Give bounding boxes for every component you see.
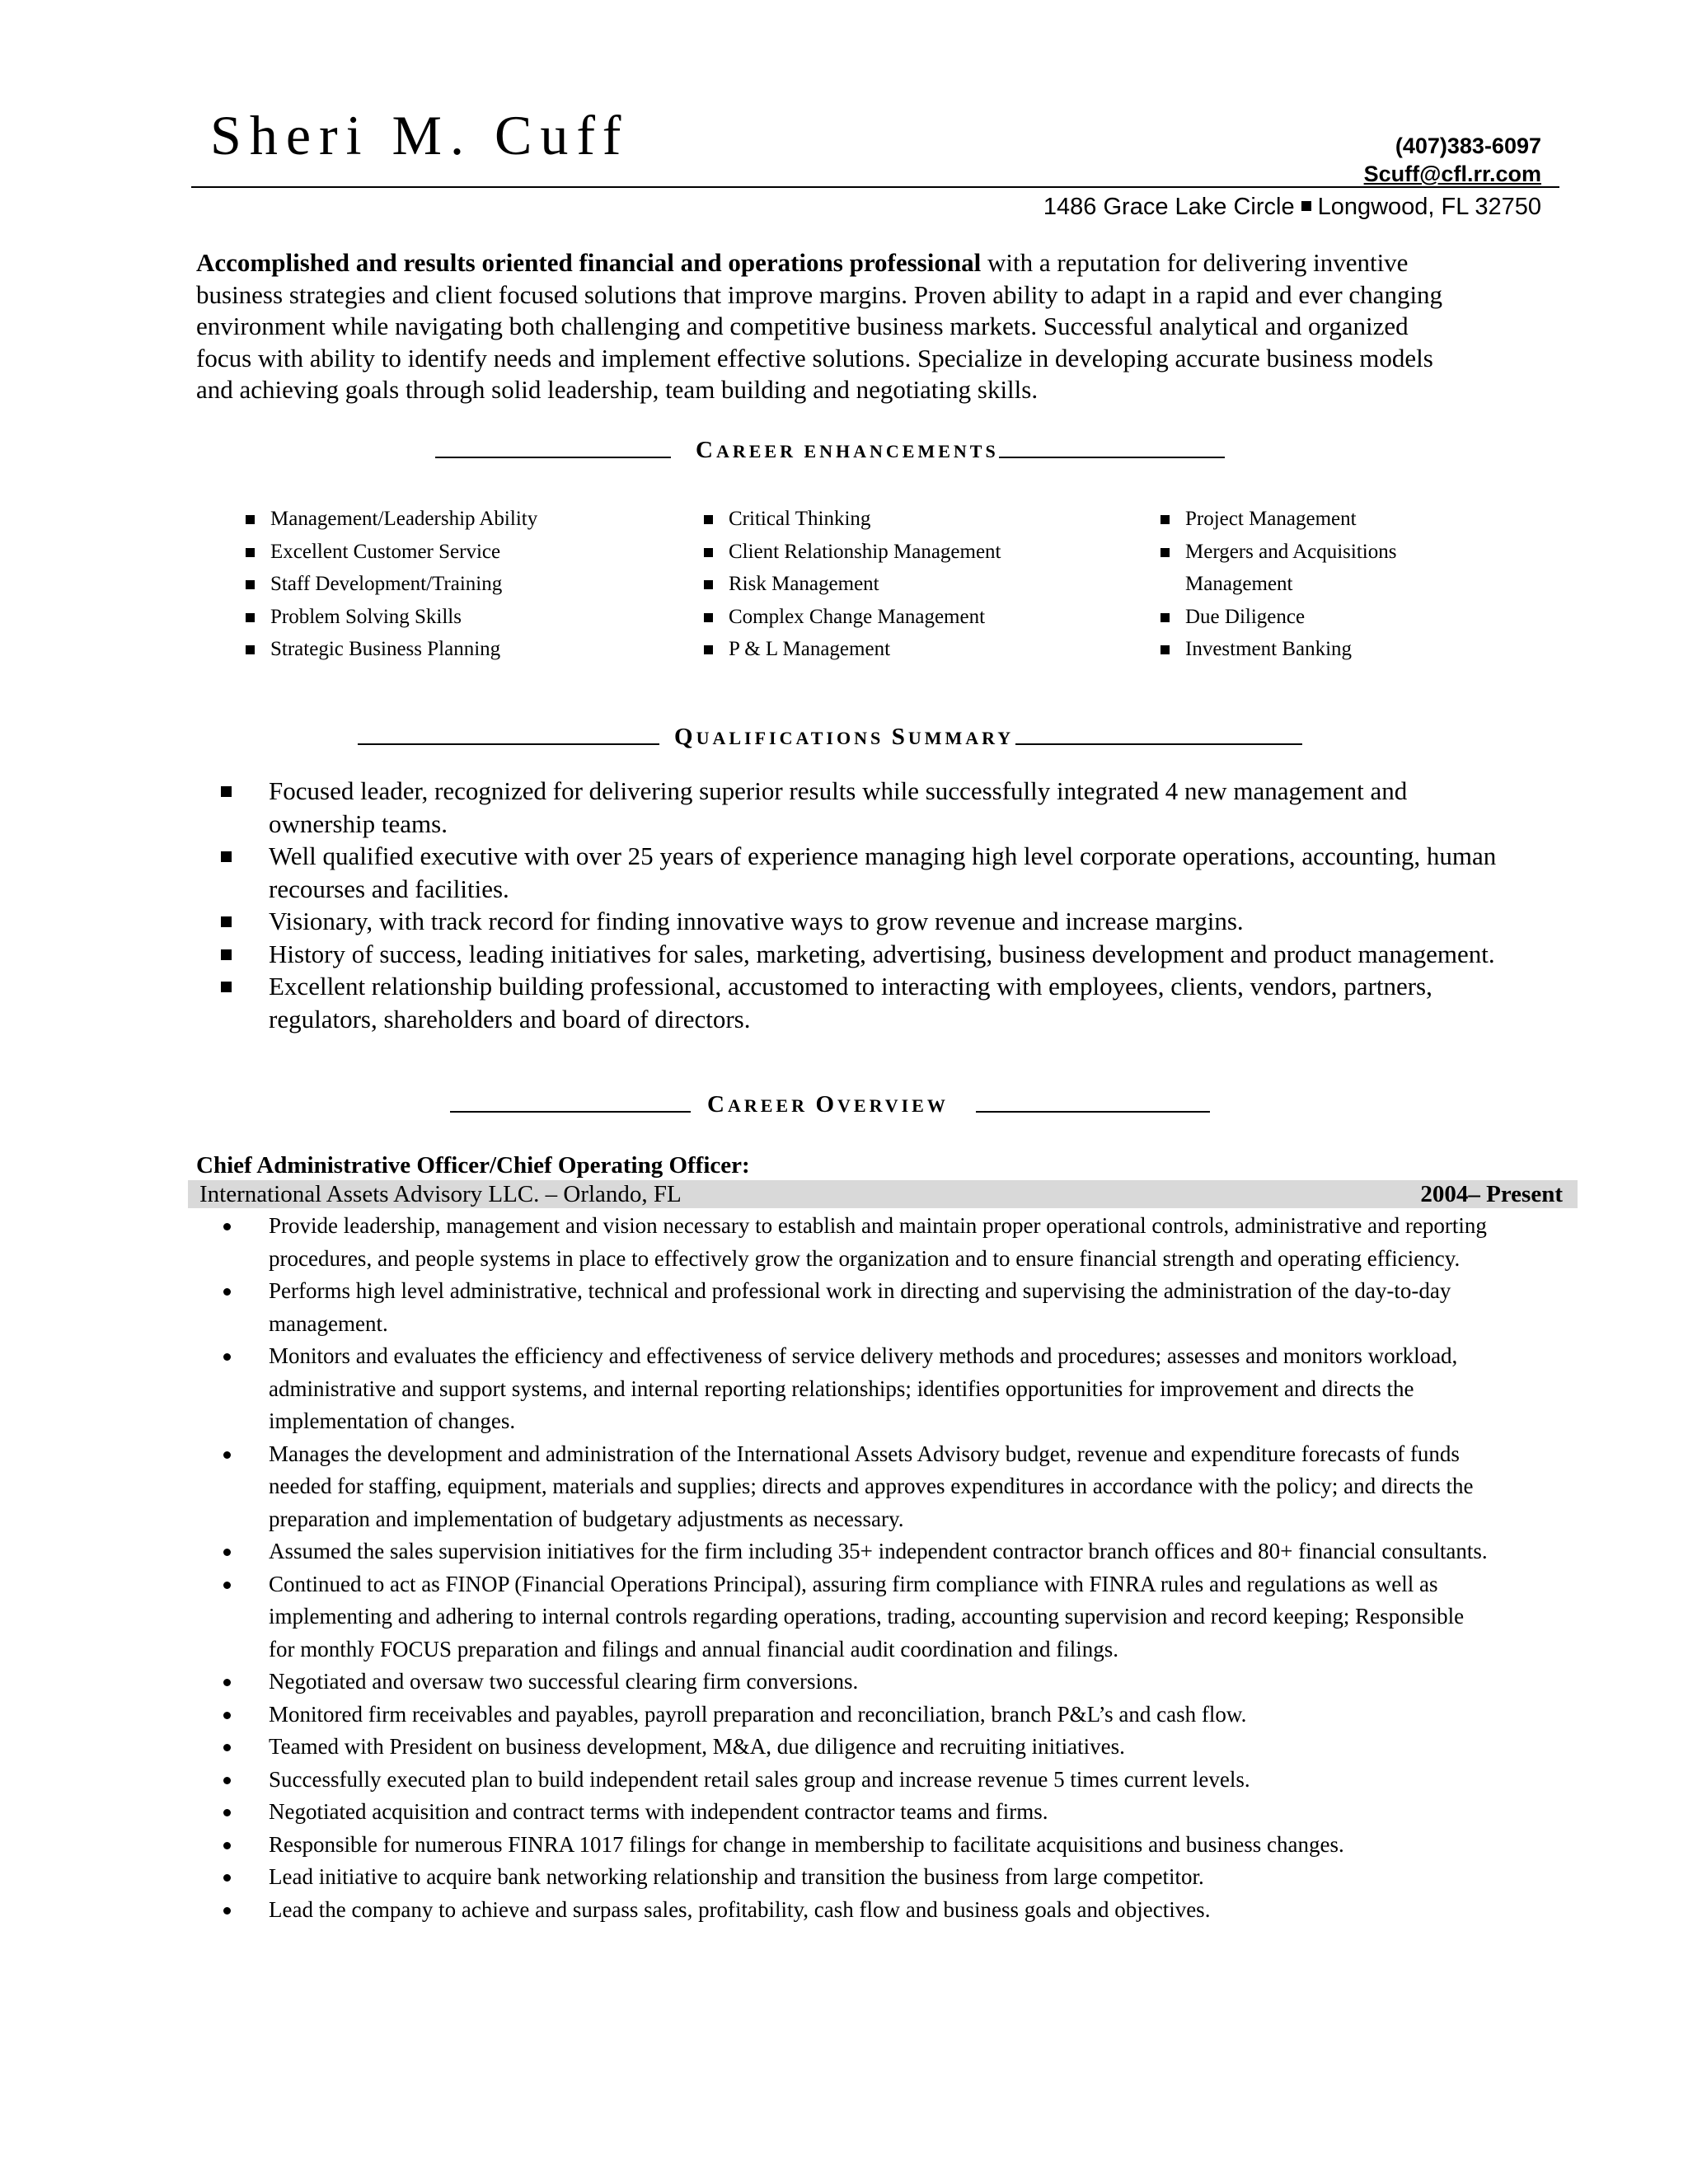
enhancements-column-1 [246, 503, 537, 666]
list-item: Monitors and evaluates the efficiency and effectiveness of service delivery methods and procedures; assesses and monitors workload, administrative and support systems, and internal reporting relationships; identifies opportunities for improvement and directs the implementation of changes. [221, 1340, 1490, 1438]
qualifications-list [221, 775, 1507, 1035]
header-rule [191, 186, 1559, 188]
square-bullet-icon [1301, 201, 1311, 211]
list-item: Lead initiative to acquire bank networking relationship and transition the business from large competitor. [221, 1861, 1490, 1894]
address-street: 1486 Grace Lake Circle [1043, 194, 1295, 220]
job-title: Chief Administrative Officer/Chief Operating Officer: [196, 1152, 750, 1179]
list-item: Excellent relationship building professional, accustomed to interacting with employees, clients, vendors, partners, regulators, shareholders and board of directors. [221, 970, 1507, 1035]
list-item: Client Relationship Management [704, 536, 1001, 569]
list-item: Assumed the sales supervision initiatives for the firm including 35+ independent contractor branch offices and 80+ financial consultants. [221, 1535, 1490, 1568]
email-address: Scuff@cfl.rr.com [1363, 162, 1541, 186]
square-bullet-icon [1160, 645, 1170, 654]
bullet-dot-icon [223, 1679, 231, 1686]
address-city: Longwood, FL 32750 [1317, 194, 1541, 220]
heading-rule-left [450, 1111, 691, 1113]
list-item: Provide leadership, management and vision necessary to establish and maintain proper operational controls, administrative and reporting procedures, and people systems in place to effectively grow the organization and to ensure financial strength and operating efficiency. [221, 1210, 1490, 1275]
list-item: History of success, leading initiatives for sales, marketing, advertising, business development and product management. [221, 938, 1507, 971]
enhancements-column-2 [704, 503, 1001, 666]
list-item: Well qualified executive with over 25 years of experience managing high level corporate operations, accounting, human recourses and facilities. [221, 840, 1507, 905]
bullet-dot-icon [223, 1874, 231, 1882]
qualifications-summary-heading [0, 724, 1688, 757]
square-bullet-icon [1160, 515, 1170, 524]
list-item: Responsible for numerous FINRA 1017 filings for change in membership to facilitate acquisitions and business changes. [221, 1829, 1490, 1862]
list-item: Project Management [1160, 503, 1396, 536]
contact-block [1364, 132, 1541, 188]
section-title: CAREER ENHANCEMENTS [696, 437, 999, 463]
career-enhancements-heading [0, 437, 1688, 470]
bullet-dot-icon [223, 1842, 231, 1849]
heading-rule-left [435, 457, 671, 458]
bullet-dot-icon [223, 1744, 231, 1751]
list-item: Continued to act as FINOP (Financial Operations Principal), assuring firm compliance with FINRA rules and regulations as well as implementing and adhering to internal controls regarding operations, trading, accounting supervision and record keeping; Responsible for monthly FOCUS preparation and filings and annual financial audit coordination and filings. [221, 1568, 1490, 1666]
bullet-dot-icon [223, 1288, 231, 1296]
bullet-dot-icon [223, 1907, 231, 1915]
list-item: Due Diligence [1160, 601, 1396, 634]
bullet-dot-icon [223, 1451, 231, 1459]
list-item: Critical Thinking [704, 503, 1001, 536]
bullet-dot-icon [223, 1582, 231, 1589]
square-bullet-icon [246, 580, 255, 589]
bullet-dot-icon [223, 1809, 231, 1816]
candidate-name: Sheri M. Cuff [210, 104, 630, 166]
mailing-address [1043, 191, 1541, 223]
list-item: Successfully executed plan to build independent retail sales group and increase revenue 5 times current levels. [221, 1764, 1490, 1797]
list-item: Negotiated acquisition and contract terms with independent contractor teams and firms. [221, 1796, 1490, 1829]
heading-rule-right [976, 1111, 1210, 1113]
summary-text: with a reputation for delivering inventive business strategies and client focused solutions that improve margins. Proven ability to adapt in a rapid and ever changing environment while navigating both challenging and competitive business markets. Successful analytical and organized focus with ability to identify needs and implement effective solutions. Specialize in developing accurate business models and achieving goals through solid leadership, team building and negotiating skills. [196, 248, 1443, 404]
square-bullet-icon [1160, 548, 1170, 557]
bullet-dot-icon [223, 1712, 231, 1719]
professional-summary [196, 247, 1465, 406]
bullet-dot-icon [223, 1549, 231, 1556]
list-item: Visionary, with track record for finding innovative ways to grow revenue and increase margins. [221, 905, 1507, 938]
square-bullet-icon [221, 982, 232, 992]
square-bullet-icon [221, 916, 232, 927]
list-item: Mergers and Acquisitions [1160, 536, 1396, 569]
list-item: P & L Management [704, 633, 1001, 666]
list-item: Lead the company to achieve and surpass sales, profitability, cash flow and business goals and objectives. [221, 1894, 1490, 1927]
list-item-continuation: Management [1185, 573, 1293, 595]
square-bullet-icon [704, 645, 713, 654]
list-item: Focused leader, recognized for delivering superior results while successfully integrated 4 new management and ownership teams. [221, 775, 1507, 840]
career-overview-heading [0, 1091, 1688, 1124]
list-item: Excellent Customer Service [246, 536, 537, 569]
list-item: Staff Development/Training [246, 568, 537, 601]
square-bullet-icon [704, 613, 713, 622]
list-item: Complex Change Management [704, 601, 1001, 634]
heading-rule-left [358, 743, 659, 745]
job-duties-list [221, 1210, 1490, 1926]
square-bullet-icon [704, 515, 713, 524]
list-item: Manages the development and administration of the International Assets Advisory budget, revenue and expenditure forecasts of funds needed for staffing, equipment, materials and supplies; directs and approves expenditures in accordance with the policy; and directs the preparation and implementation of budgetary adjustments as necessary. [221, 1438, 1490, 1536]
enhancements-column-3 [1160, 503, 1396, 666]
list-item: Investment Banking [1160, 633, 1396, 666]
section-title: QUALIFICATIONS SUMMARY [674, 724, 1015, 750]
summary-lead: Accomplished and results oriented financial and operations professional [196, 248, 982, 277]
employment-dates: 2004– Present [1420, 1181, 1563, 1207]
square-bullet-icon [246, 515, 255, 524]
square-bullet-icon [221, 851, 232, 862]
square-bullet-icon [246, 645, 255, 654]
list-item: Monitored firm receivables and payables, payroll preparation and reconciliation, branch P&L’s and cash flow. [221, 1699, 1490, 1732]
phone-number: (407)383-6097 [1395, 134, 1541, 158]
list-item: Problem Solving Skills [246, 601, 537, 634]
list-item: Risk Management [704, 568, 1001, 601]
square-bullet-icon [1160, 613, 1170, 622]
square-bullet-icon [246, 548, 255, 557]
section-title: CAREER OVERVIEW [707, 1091, 949, 1118]
square-bullet-icon [221, 949, 232, 960]
list-item: Management/Leadership Ability [246, 503, 537, 536]
list-item: Strategic Business Planning [246, 633, 537, 666]
bullet-dot-icon [223, 1353, 231, 1361]
bullet-dot-icon [223, 1223, 231, 1230]
heading-rule-right [999, 457, 1225, 458]
square-bullet-icon [221, 786, 232, 797]
heading-rule-right [1015, 743, 1302, 745]
square-bullet-icon [246, 613, 255, 622]
bullet-dot-icon [223, 1777, 231, 1784]
list-item: Performs high level administrative, technical and professional work in directing and supervising the administration of the day-to-day management. [221, 1275, 1490, 1340]
list-item: Negotiated and oversaw two successful clearing firm conversions. [221, 1666, 1490, 1699]
job-employer-bar [188, 1180, 1578, 1208]
employer-name: International Assets Advisory LLC. – Orlando, FL [199, 1181, 682, 1207]
square-bullet-icon [704, 548, 713, 557]
square-bullet-icon [704, 580, 713, 589]
list-item: Teamed with President on business development, M&A, due diligence and recruiting initiatives. [221, 1731, 1490, 1764]
